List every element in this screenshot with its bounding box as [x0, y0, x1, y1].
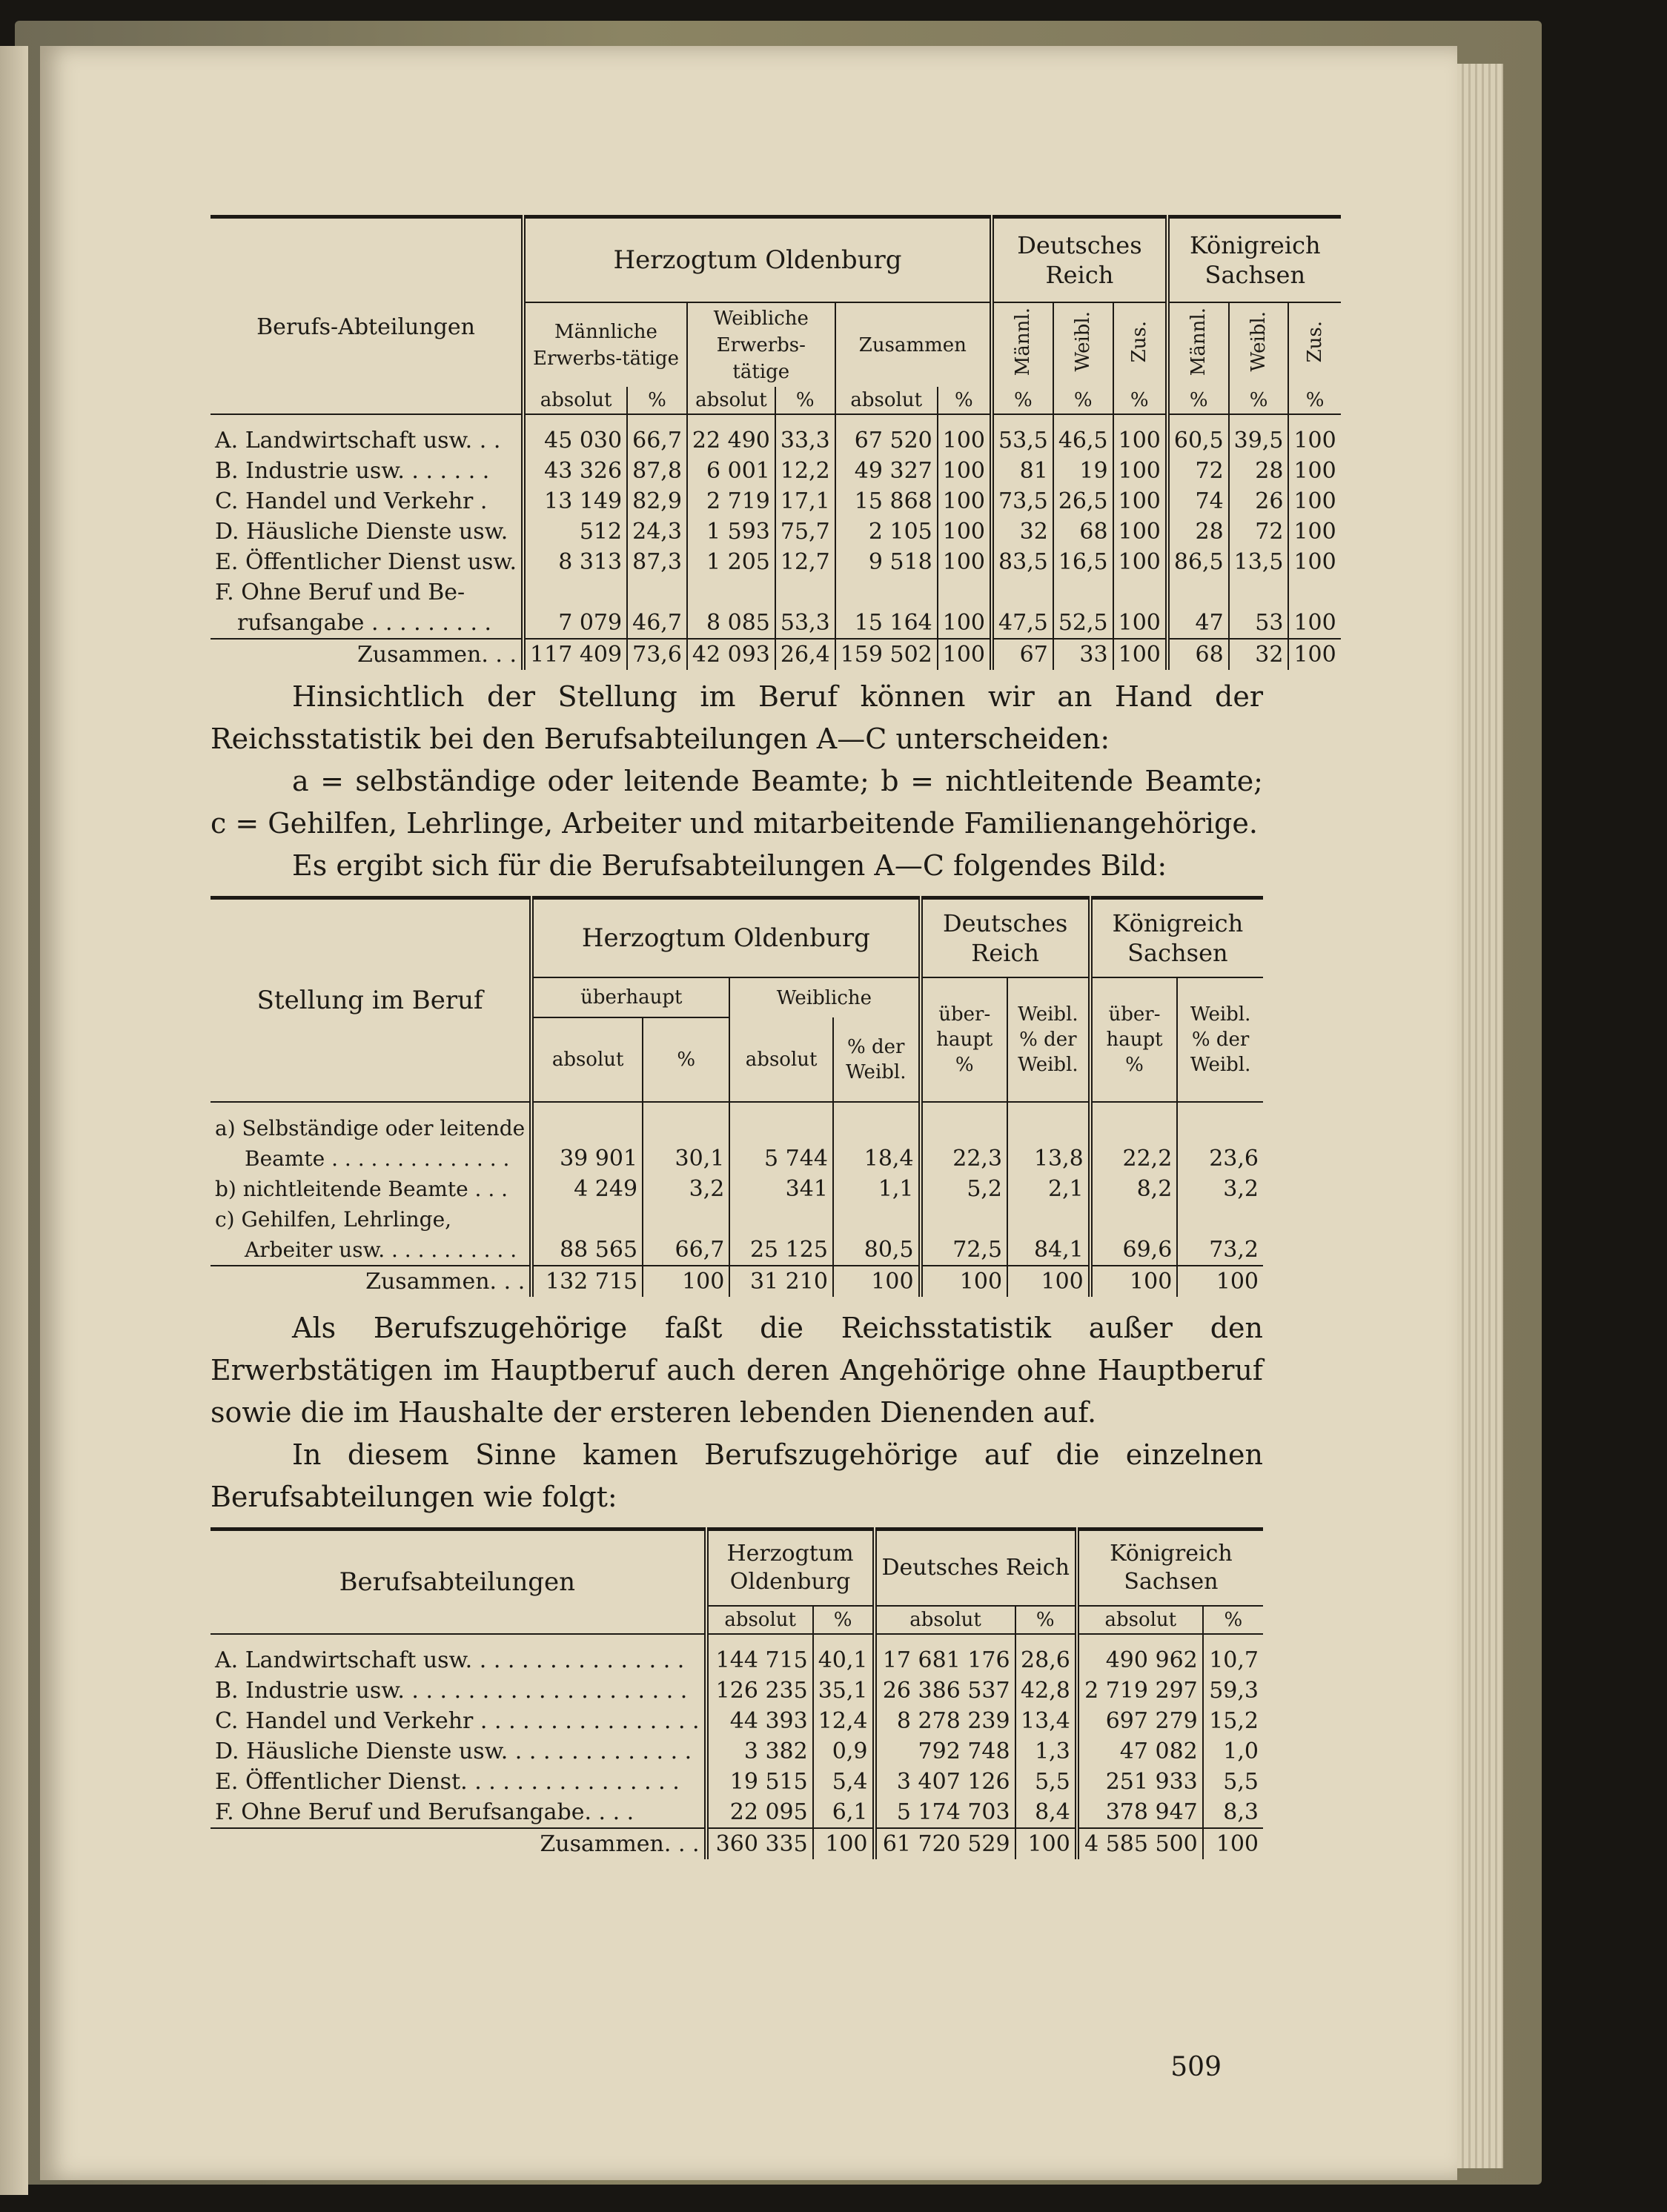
table-row [211, 456, 1341, 486]
cell: 100 [1113, 639, 1167, 670]
cell: 17,1 [775, 486, 835, 517]
cell: 15 164 [835, 608, 938, 639]
cell: 28 [1229, 456, 1289, 486]
cell: 3 382 [706, 1736, 813, 1767]
cell: 28,6 [1015, 1645, 1077, 1675]
cell: 66,7 [627, 425, 687, 456]
cell: 47 082 [1077, 1736, 1203, 1767]
cell: 1 205 [687, 547, 775, 577]
cell: 39 901 [531, 1143, 643, 1174]
cell: 100 [938, 639, 992, 670]
cell: 8 085 [687, 608, 775, 639]
col-header: absolut [729, 1017, 833, 1102]
cell: 74 [1167, 486, 1229, 517]
cell: 8 313 [523, 547, 627, 577]
cell: 12,2 [775, 456, 835, 486]
cell: 52,5 [1053, 608, 1113, 639]
short-header: Weibl. [1072, 311, 1095, 372]
unit-header: % [775, 387, 835, 414]
cell: 26 386 537 [875, 1675, 1015, 1706]
table-row [211, 1113, 1263, 1143]
cell: 13 149 [523, 486, 627, 517]
cell: 2 719 [687, 486, 775, 517]
paragraph: In diesem Sinne kamen Berufszugehörige auf die einzelnen Berufsabteilungen wie folgt: [211, 1438, 1263, 1514]
cell: 100 [1288, 639, 1340, 670]
cell: 512 [523, 517, 627, 547]
total-row [211, 1828, 1263, 1859]
cell: 2 719 297 [1077, 1675, 1203, 1706]
cell: 117 409 [523, 639, 627, 670]
cell: 83,5 [992, 547, 1053, 577]
cell: 42 093 [687, 639, 775, 670]
cell: 47 [1167, 608, 1229, 639]
cell: 32 [992, 517, 1053, 547]
col-header: über-haupt % [1090, 977, 1178, 1102]
cell: 72,5 [921, 1235, 1008, 1266]
table-row [211, 1143, 1263, 1174]
cell: 2 105 [835, 517, 938, 547]
paragraph: Als Berufszugehörige faßt die Reichsstatistik außer den Erwerbstätigen im Hauptberuf auch deren Angehörige ohne Hauptberuf sowie die im Haushalte der ersteren lebenden Dienenden auf. [211, 1312, 1263, 1429]
row-label: a) Selbständige oder leitende [215, 1116, 526, 1141]
short-header: Männl. [1187, 308, 1210, 376]
cell: 24,3 [627, 517, 687, 547]
cell: 5,2 [921, 1174, 1008, 1204]
cell: 75,7 [775, 517, 835, 547]
cell: 1 593 [687, 517, 775, 547]
cell: 26 [1229, 486, 1289, 517]
cell: 87,8 [627, 456, 687, 486]
cell: 100 [1113, 486, 1167, 517]
cell: 82,9 [627, 486, 687, 517]
cell: 53,3 [775, 608, 835, 639]
table-row [211, 1706, 1263, 1736]
cell: 44 393 [706, 1706, 813, 1736]
cell: 100 [1177, 1266, 1263, 1297]
cell: 100 [1113, 456, 1167, 486]
group-header-reich: Deutsches Reich [992, 217, 1167, 303]
row-label-cont: Beamte . . . . . . . . . . . . . . [245, 1146, 510, 1172]
cell: 13,5 [1229, 547, 1289, 577]
row-label-cont: rufsangabe . . . . . . . . . [237, 610, 492, 637]
cell: 28 [1167, 517, 1229, 547]
cell: 66,7 [643, 1235, 729, 1266]
col-header: Weibl. % der Weibl. [1177, 977, 1263, 1102]
unit-header: absolut [1077, 1606, 1203, 1634]
cell: 159 502 [835, 639, 938, 670]
row-label: E. Öffentlicher Dienst. . . . . . . . . . . . . . . . [215, 1769, 680, 1796]
unit-header: % [938, 387, 992, 414]
cell: 35,1 [813, 1675, 875, 1706]
cell: 100 [1113, 425, 1167, 456]
left-page-edge [0, 46, 28, 2195]
cell: 341 [729, 1174, 833, 1204]
book-page [40, 46, 1457, 2180]
occupation-table [211, 215, 1341, 670]
table-row [211, 486, 1341, 517]
cell: 61 720 529 [875, 1828, 1015, 1859]
cell: 67 520 [835, 425, 938, 456]
dependents-table [211, 1527, 1263, 1859]
page-content [211, 46, 1336, 1859]
unit-header: % [1015, 1606, 1077, 1634]
cell: 126 235 [706, 1675, 813, 1706]
cell: 73,6 [627, 639, 687, 670]
cell: 5,4 [813, 1767, 875, 1797]
unit-header: % [1113, 387, 1167, 414]
table-row [211, 1645, 1263, 1675]
sub-header-female: Weibliche [729, 977, 920, 1017]
cell: 67 [992, 639, 1053, 670]
cell: 46,5 [1053, 425, 1113, 456]
cell: 81 [992, 456, 1053, 486]
cell: 3 407 126 [875, 1767, 1015, 1797]
table-row [211, 1767, 1263, 1797]
table-row [211, 608, 1341, 639]
cell: 72 [1167, 456, 1229, 486]
cell: 15 868 [835, 486, 938, 517]
cell: 100 [938, 517, 992, 547]
cell: 6 001 [687, 456, 775, 486]
stub-header: Stellung im Beruf [211, 898, 531, 1103]
table-row [211, 1204, 1263, 1235]
cell: 251 933 [1077, 1767, 1203, 1797]
unit-header: absolut [687, 387, 775, 414]
cell: 68 [1167, 639, 1229, 670]
cell: 17 681 176 [875, 1645, 1015, 1675]
cell: 490 962 [1077, 1645, 1203, 1675]
cell: 100 [938, 456, 992, 486]
sub-header-total: überhaupt [531, 977, 729, 1017]
cell: 31 210 [729, 1266, 833, 1297]
cell: 49 327 [835, 456, 938, 486]
col-header: absolut [531, 1017, 643, 1102]
cell: 72 [1229, 517, 1289, 547]
col-header: % [643, 1017, 729, 1102]
total-label: Zusammen. . . [211, 1266, 531, 1297]
row-label: A. Landwirtschaft usw. . . . . . . . . . . . . . . . [215, 1647, 685, 1674]
cell: 5,5 [1203, 1767, 1263, 1797]
cell: 86,5 [1167, 547, 1229, 577]
cell: 80,5 [833, 1235, 921, 1266]
cell: 3,2 [643, 1174, 729, 1204]
unit-header: % [627, 387, 687, 414]
total-label: Zusammen. . . [211, 639, 523, 670]
cell: 4 585 500 [1077, 1828, 1203, 1859]
cell: 43 326 [523, 456, 627, 486]
cell: 18,4 [833, 1143, 921, 1174]
total-label: Zusammen. . . [211, 1828, 706, 1859]
paragraph: Hinsichtlich der Stellung im Beruf können wir an Hand der Reichsstatistik bei den Berufsabteilungen A—C unterscheiden: [211, 680, 1263, 756]
sub-header-female: Weibliche Erwerbs-tätige [687, 302, 835, 387]
cell: 88 565 [531, 1235, 643, 1266]
cell: 22 095 [706, 1797, 813, 1828]
cell: 1,3 [1015, 1736, 1077, 1767]
table-row [211, 517, 1341, 547]
cell: 10,7 [1203, 1645, 1263, 1675]
cell: 100 [938, 608, 992, 639]
cell: 360 335 [706, 1828, 813, 1859]
cell: 100 [1288, 517, 1340, 547]
cell: 100 [938, 547, 992, 577]
cell: 100 [643, 1266, 729, 1297]
total-row [211, 1266, 1263, 1297]
cell: 22 490 [687, 425, 775, 456]
table-row [211, 1675, 1263, 1706]
cell: 22,2 [1090, 1143, 1178, 1174]
sub-header-total: Zusammen [835, 302, 992, 387]
cell: 13,8 [1007, 1143, 1090, 1174]
table-row [211, 425, 1341, 456]
cell: 100 [1288, 608, 1340, 639]
page-edges [1457, 64, 1503, 2168]
cell: 33 [1053, 639, 1113, 670]
cell: 73,5 [992, 486, 1053, 517]
cell: 144 715 [706, 1645, 813, 1675]
unit-header: % [1167, 387, 1229, 414]
cell: 13,4 [1015, 1706, 1077, 1736]
cell: 1,1 [833, 1174, 921, 1204]
cell: 53,5 [992, 425, 1053, 456]
unit-header: % [813, 1606, 875, 1634]
cell: 73,2 [1177, 1235, 1263, 1266]
group-header-reich: Deutsches Reich [921, 898, 1090, 978]
row-label: A. Landwirtschaft usw. . . [215, 428, 501, 454]
total-row [211, 639, 1341, 670]
stub-header: Berufsabteilungen [211, 1530, 706, 1635]
unit-header: % [1203, 1606, 1263, 1634]
cell: 40,1 [813, 1645, 875, 1675]
cell: 100 [1288, 456, 1340, 486]
paragraph: Es ergibt sich für die Berufsabteilungen A—C folgendes Bild: [292, 849, 1167, 883]
cell: 100 [1288, 547, 1340, 577]
cell: 100 [938, 425, 992, 456]
row-label: c) Gehilfen, Lehrlinge, [215, 1207, 452, 1232]
cell: 3,2 [1177, 1174, 1263, 1204]
short-header: Zus. [1304, 320, 1327, 363]
table-row [211, 1235, 1263, 1266]
group-header-sachsen: Königreich Sachsen [1167, 217, 1341, 303]
cell: 100 [1288, 486, 1340, 517]
cell: 69,6 [1090, 1235, 1178, 1266]
cell: 59,3 [1203, 1675, 1263, 1706]
cell: 12,4 [813, 1706, 875, 1736]
col-header: % der Weibl. [833, 1017, 921, 1102]
stub-header: Berufs-Abteilungen [211, 217, 523, 415]
unit-header: absolut [706, 1606, 813, 1634]
cell: 7 079 [523, 608, 627, 639]
row-label: b) nichtleitende Beamte . . . [215, 1177, 508, 1202]
sub-header-male: Männliche Erwerbs-tätige [523, 302, 687, 387]
cell: 47,5 [992, 608, 1053, 639]
cell: 8,2 [1090, 1174, 1178, 1204]
cell: 8,3 [1203, 1797, 1263, 1828]
cell: 6,1 [813, 1797, 875, 1828]
cell: 100 [938, 486, 992, 517]
row-label: C. Handel und Verkehr . . . . . . . . . . . . . . . . [215, 1708, 700, 1735]
cell: 32 [1229, 639, 1289, 670]
cell: 84,1 [1007, 1235, 1090, 1266]
unit-header: % [1288, 387, 1340, 414]
row-label: F. Ohne Beruf und Berufsangabe. . . . [215, 1799, 634, 1826]
paragraph: a = selbständige oder leitende Beamte; b = nichtleitende Beamte; c = Gehilfen, Lehrlinge, Arbeiter und mitarbeitende Familienangehörige. [211, 765, 1263, 840]
group-header-sachsen: Königreich Sachsen [1090, 898, 1263, 978]
cell: 23,6 [1177, 1143, 1263, 1174]
position-table [211, 896, 1263, 1297]
cell: 100 [1113, 608, 1167, 639]
cell: 100 [1007, 1266, 1090, 1297]
cell: 5,5 [1015, 1767, 1077, 1797]
cell: 68 [1053, 517, 1113, 547]
cell: 26,4 [775, 639, 835, 670]
cell: 19 [1053, 456, 1113, 486]
cell: 378 947 [1077, 1797, 1203, 1828]
cell: 2,1 [1007, 1174, 1090, 1204]
cell: 100 [1015, 1828, 1077, 1859]
cell: 9 518 [835, 547, 938, 577]
cell: 46,7 [627, 608, 687, 639]
row-label: B. Industrie usw. . . . . . . . . . . . . . . . . . . . . [215, 1678, 688, 1704]
cell: 53 [1229, 608, 1289, 639]
group-header-oldenburg: Herzogtum Oldenburg [531, 898, 920, 978]
cell: 4 249 [531, 1174, 643, 1204]
cell: 792 748 [875, 1736, 1015, 1767]
page-number: 509 [1170, 2052, 1222, 2082]
cell: 5 174 703 [875, 1797, 1015, 1828]
cell: 0,9 [813, 1736, 875, 1767]
cell: 100 [921, 1266, 1008, 1297]
cell: 26,5 [1053, 486, 1113, 517]
row-label: D. Häusliche Dienste usw. . . . . . . . . . . . . . [215, 1738, 692, 1765]
cell: 30,1 [643, 1143, 729, 1174]
row-label: B. Industrie usw. . . . . . . [215, 458, 490, 485]
table-row [211, 1797, 1263, 1828]
unit-header: % [1229, 387, 1289, 414]
cell: 60,5 [1167, 425, 1229, 456]
cell: 8 278 239 [875, 1706, 1015, 1736]
cell: 19 515 [706, 1767, 813, 1797]
cell: 39,5 [1229, 425, 1289, 456]
table-row [211, 577, 1341, 608]
cell: 15,2 [1203, 1706, 1263, 1736]
unit-header: absolut [875, 1606, 1015, 1634]
row-label: E. Öffentlicher Dienst usw. [215, 549, 517, 576]
cell: 697 279 [1077, 1706, 1203, 1736]
cell: 1,0 [1203, 1736, 1263, 1767]
short-header: Weibl. [1247, 311, 1270, 372]
row-label: D. Häusliche Dienste usw. [215, 519, 508, 545]
cell: 22,3 [921, 1143, 1008, 1174]
row-label: C. Handel und Verkehr . [215, 488, 488, 515]
short-header: Männl. [1012, 308, 1035, 376]
short-header: Zus. [1128, 320, 1151, 363]
cell: 100 [1090, 1266, 1178, 1297]
col-header: über-haupt % [921, 977, 1008, 1102]
cell: 12,7 [775, 547, 835, 577]
unit-header: absolut [523, 387, 627, 414]
cell: 132 715 [531, 1266, 643, 1297]
table-row [211, 1174, 1263, 1204]
group-header-sachsen: Königreich Sachsen [1077, 1530, 1263, 1607]
group-header-oldenburg: Herzogtum Oldenburg [523, 217, 992, 303]
cell: 87,3 [627, 547, 687, 577]
table-row [211, 1736, 1263, 1767]
row-label: F. Ohne Beruf und Be- [215, 579, 465, 606]
table-row [211, 547, 1341, 577]
cell: 42,8 [1015, 1675, 1077, 1706]
col-header: Weibl. % der Weibl. [1007, 977, 1090, 1102]
unit-header: % [992, 387, 1053, 414]
group-header-oldenburg: Herzogtum Oldenburg [706, 1530, 875, 1607]
cell: 16,5 [1053, 547, 1113, 577]
row-label-cont: Arbeiter usw. . . . . . . . . . . [245, 1238, 517, 1263]
cell: 5 744 [729, 1143, 833, 1174]
cell: 100 [1203, 1828, 1263, 1859]
unit-header: % [1053, 387, 1113, 414]
cell: 100 [1288, 425, 1340, 456]
cell: 100 [833, 1266, 921, 1297]
cell: 33,3 [775, 425, 835, 456]
cell: 100 [813, 1828, 875, 1859]
group-header-reich: Deutsches Reich [875, 1530, 1077, 1607]
cell: 100 [1113, 547, 1167, 577]
cell: 45 030 [523, 425, 627, 456]
cell: 25 125 [729, 1235, 833, 1266]
cell: 100 [1113, 517, 1167, 547]
unit-header: absolut [835, 387, 938, 414]
cell: 8,4 [1015, 1797, 1077, 1828]
